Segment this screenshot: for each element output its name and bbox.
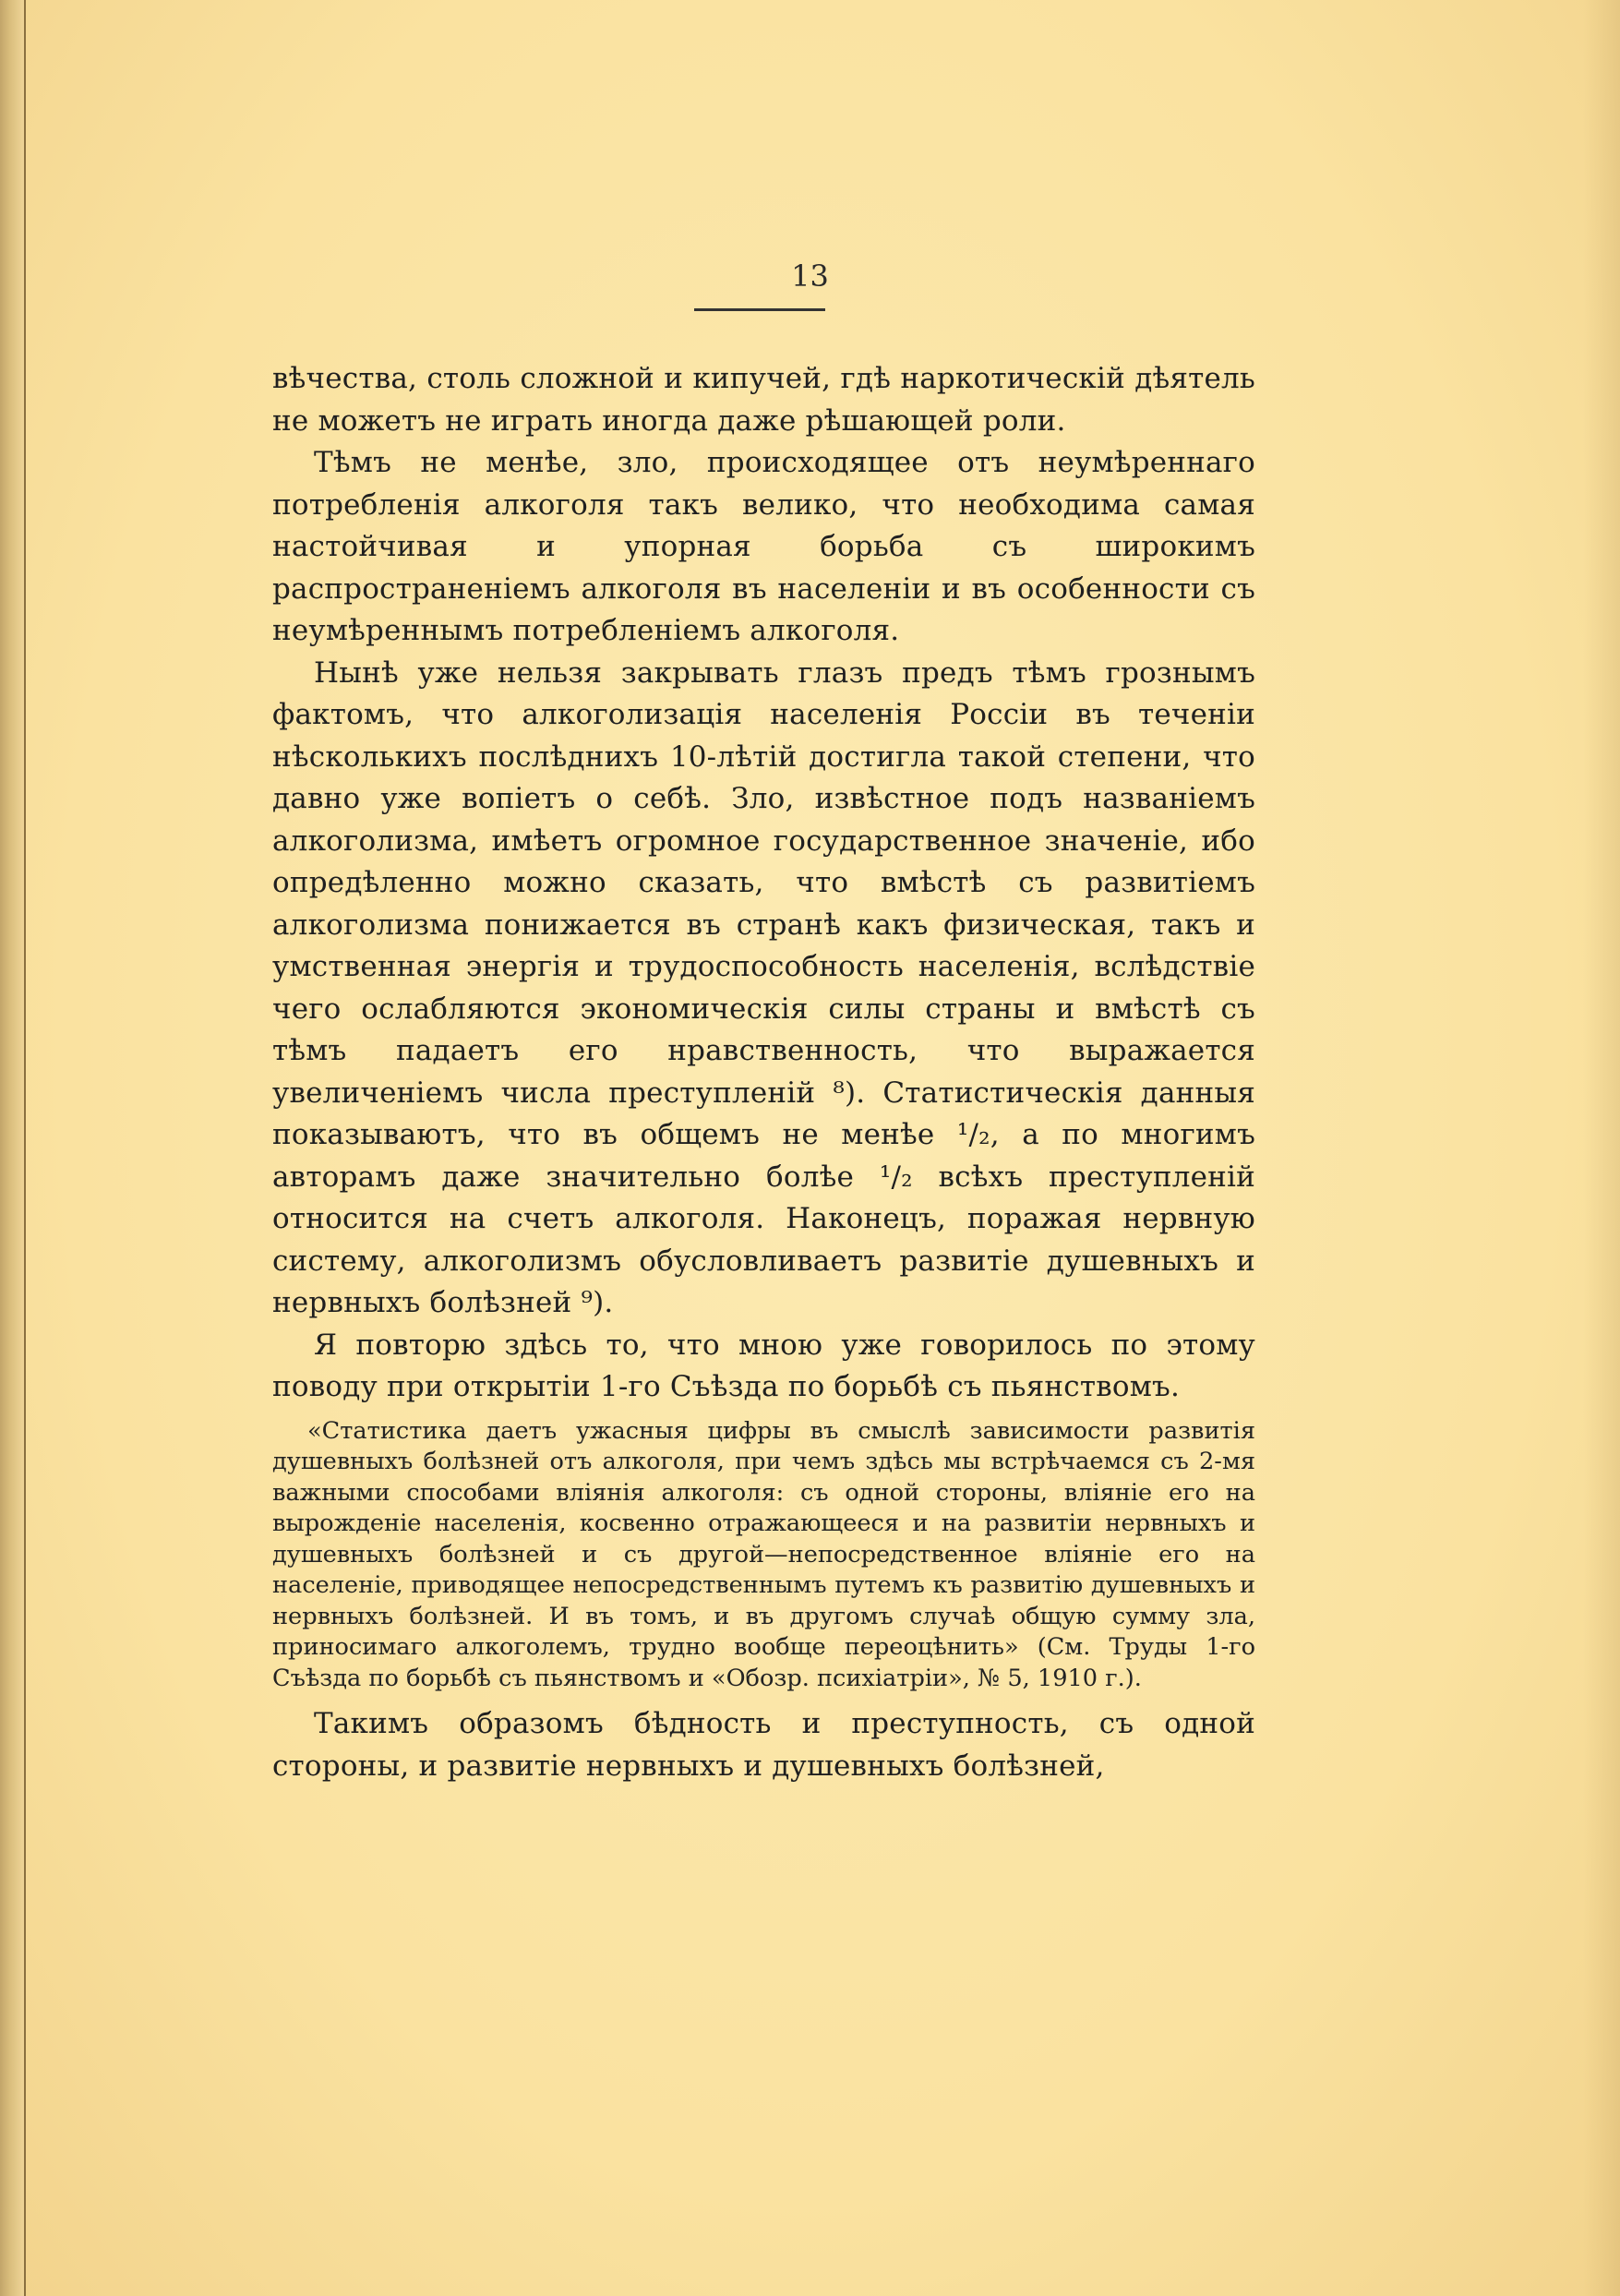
page-number: 13	[791, 258, 829, 294]
page-right-shadow	[1583, 0, 1620, 2296]
body-text	[272, 358, 1255, 1787]
paragraph-2: Тѣмъ не менѣе, зло, происходящее отъ неумѣреннаго потребленія алкоголя такъ велико, что необходима самая настойчивая и упорная борьба съ широкимъ распространеніемъ алкоголя въ населеніи и въ особенности съ неумѣреннымъ потребленіемъ алкоголя.	[272, 446, 1255, 647]
paragraph-1: вѣчества, столь сложной и кипучей, гдѣ наркотическій дѣятель не можетъ не играть иногда даже рѣшающей роли.	[272, 362, 1255, 438]
header-rule	[694, 308, 825, 311]
paragraph-closing: Такимъ образомъ бѣдность и преступность, съ одной стороны, и развитіе нервныхъ и душевныхъ болѣзней,	[272, 1707, 1255, 1783]
block-quote: «Статистика даетъ ужасныя цифры въ смыслѣ зависимости развитія душевныхъ болѣзней отъ алкоголя, при чемъ здѣсь мы встрѣчаемся съ 2-мя важными способами вліянія алкоголя: съ одной стороны, вліяніе его на вырожденіе населенія, косвенно отражающееся и на развитіи нервныхъ и душевныхъ болѣзней и съ другой—непосредственное вліяніе его на населеніе, приводящее непосредственнымъ путемъ къ развитію душевныхъ и нервныхъ болѣзней. И въ томъ, и въ другомъ случаѣ общую сумму зла, приносимаго алкоголемъ, трудно вообще переоцѣнить» (См. Труды 1-го Съѣзда по борьбѣ съ пьянствомъ и «Обозр. психіатріи», № 5, 1910 г.).	[272, 1416, 1255, 1692]
paragraph-3: Нынѣ уже нельзя закрывать глазъ предъ тѣмъ грознымъ фактомъ, что алкоголизація населенія Россіи въ теченіи нѣсколькихъ послѣднихъ 10-лѣтій достигла такой степени, что давно уже вопіетъ о себѣ. Зло, извѣстное подъ названіемъ алкоголизма, имѣетъ огромное государственное значеніе, ибо опредѣленно можно сказать, что вмѣстѣ съ развитіемъ алкоголизма понижается въ странѣ какъ физическая, такъ и умственная энергія и трудоспособность населенія, вслѣдствіе чего ослабляются экономическія силы страны и вмѣстѣ съ тѣмъ падаетъ его нравственность, что выражается увеличеніемъ числа преступленій ⁸). Статистическія данныя показываютъ, что въ общемъ не менѣе ¹/₂, а по многимъ авторамъ даже значительно болѣе ¹/₂ всѣхъ преступленій относится на счетъ алкоголя. Наконецъ, поражая нервную систему, алкоголизмъ обусловливаетъ развитіе душевныхъ и нервныхъ болѣзней ⁹).	[272, 655, 1255, 1319]
page-binding-edge	[0, 0, 26, 2296]
paragraph-4: Я повторю здѣсь то, что мною уже говорилось по этому поводу при открытіи 1-го Съѣзда по борьбѣ съ пьянствомъ.	[272, 1328, 1255, 1403]
page-header	[0, 258, 1620, 294]
